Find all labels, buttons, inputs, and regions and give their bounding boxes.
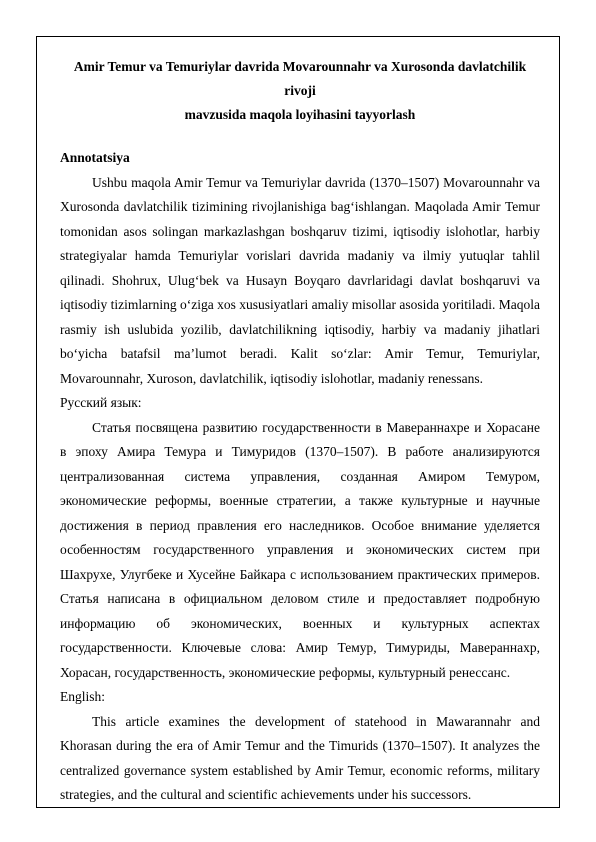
annotation-heading: Annotatsiya: [60, 150, 130, 165]
uzbek-abstract: Ushbu maqola Amir Temur va Temuriylar davrida (1370–1507) Movarounnahr va Xurosonda davlatchilik tizimining rivojlanishiga bag‘ishlangan. Maqolada Amir Temur tomonidan asos solingan markazlashgan boshqaruv tizimi, iqtisodiy islohotlar, harbiy strategiyalar hamda Temuriylar vorislari davrida madaniy va ilmiy yutuqlar tahlil qilinadi. Shohrux, Ulug‘bek va Husayn Boyqaro davrlaridagi davlat boshqaruvi va iqtisodiy tizimlarning o‘ziga xos xususiyatlari amaliy misollar asosida yoritiladi. Maqola rasmiy ish uslubida yozilib, davlatchilikning iqtisodiy, harbiy va madaniy jihatlari bo‘yicha batafsil ma’lumot beradi. Kalit so‘zlar: Amir Temur, Temuriylar, Movarounnahr, Xuroson, davlatchilik, iqtisodiy islohotlar, madaniy renessans.: [60, 174, 540, 386]
document-title: [60, 55, 540, 127]
russian-abstract: Статья посвящена развитию государственности в Мавераннахре и Хорасане в эпоху Амира Темура и Тимуридов (1370–1507). В работе анализируются централизованная система управления, созданная Амиром Темуром, экономические реформы, военные стратегии, а также культурные и научные достижения в период правления его наследников. Особое внимание уделяется особенностям государственного управления и экономических систем при Шахрухе, Улугбеке и Хусейне Байкара с использованием практических примеров. Статья написана в официальном деловом стиле и предоставляет подробную информацию об экономических, военных и культурных аспектах государственности. Ключевые слова: Амир Темур, Тимуриды, Мавераннахр, Хорасан, государственность, экономические реформы, культурный ренессанс.: [60, 419, 540, 680]
title-line-2: mavzusida maqola loyihasini tayyorlash: [184, 107, 416, 122]
english-abstract: This article examines the development of statehood in Mawarannahr and Khorasan during the era of Amir Temur and the Timurids (1370–1507). It analyzes the centralized governance system established by Amir Temur, economic reforms, military strategies, and the cultural and scientific achievements under his successors.: [60, 713, 540, 802]
title-line-1: Amir Temur va Temuriylar davrida Movarounnahr va Xurosonda davlatchilik rivoji: [73, 59, 527, 98]
russian-label: Русский язык:: [60, 395, 142, 410]
english-label: English:: [60, 689, 106, 704]
document-body: [60, 55, 540, 808]
